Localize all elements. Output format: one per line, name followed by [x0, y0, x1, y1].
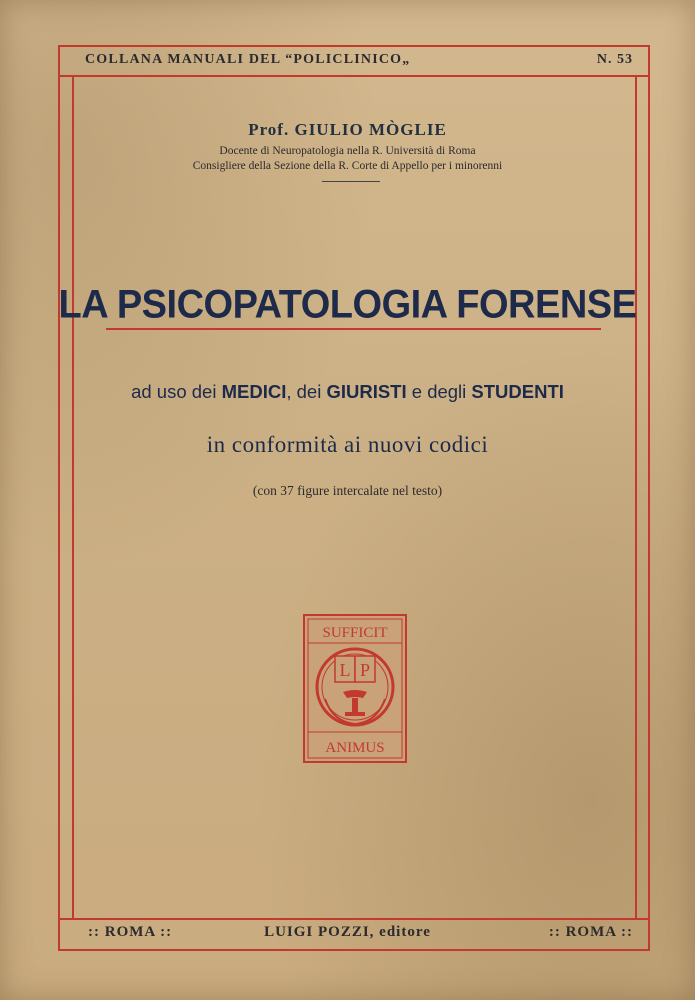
emblem-monogram-l: L: [339, 660, 351, 680]
footer-city-right: :: ROMA ::: [548, 924, 633, 940]
emblem-bottom-text: ANIMUS: [325, 740, 385, 756]
footer-city-left: :: ROMA ::: [88, 924, 173, 940]
lamp-icon: [343, 690, 367, 698]
series-name: COLLANA MANUALI DEL “POLICLINICO„: [85, 52, 411, 67]
subtitle-studenti: STUDENTI: [471, 381, 564, 402]
footer-rule: [58, 918, 650, 920]
subtitle-codes: in conformità ai nuovi codici: [206, 432, 489, 457]
subtitle-audience: [0, 381, 695, 403]
author-credential-2: Consigliere della Sezione della R. Corte di Appello per i minorenni: [192, 160, 503, 172]
figures-note: (con 37 figure intercalate nel testo): [252, 483, 443, 498]
subtitle-text-1: ad uso dei: [131, 381, 222, 402]
header-rule: [58, 75, 650, 77]
author-credential-1: Docente di Neuropatologia nella R. Università di Roma: [219, 145, 476, 157]
footer-publisher: LUIGI POZZI, editore: [264, 924, 431, 940]
emblem-monogram-p: P: [359, 660, 371, 680]
subtitle-text-3: e degli: [406, 381, 472, 402]
author-name: Prof. GIULIO MÒGLIE: [248, 120, 447, 139]
emblem-top-text: SUFFICIT: [322, 625, 388, 641]
title-underline: [106, 328, 601, 330]
publisher-emblem: [303, 614, 407, 763]
subtitle-giuristi: GIURISTI: [326, 381, 407, 402]
author-divider: [322, 181, 380, 182]
subtitle-medici: MEDICI: [221, 381, 287, 402]
series-number: N. 53: [596, 52, 633, 67]
subtitle-text-2: , dei: [286, 381, 327, 402]
book-title: LA PSICOPATOLOGIA FORENSE: [58, 282, 637, 328]
